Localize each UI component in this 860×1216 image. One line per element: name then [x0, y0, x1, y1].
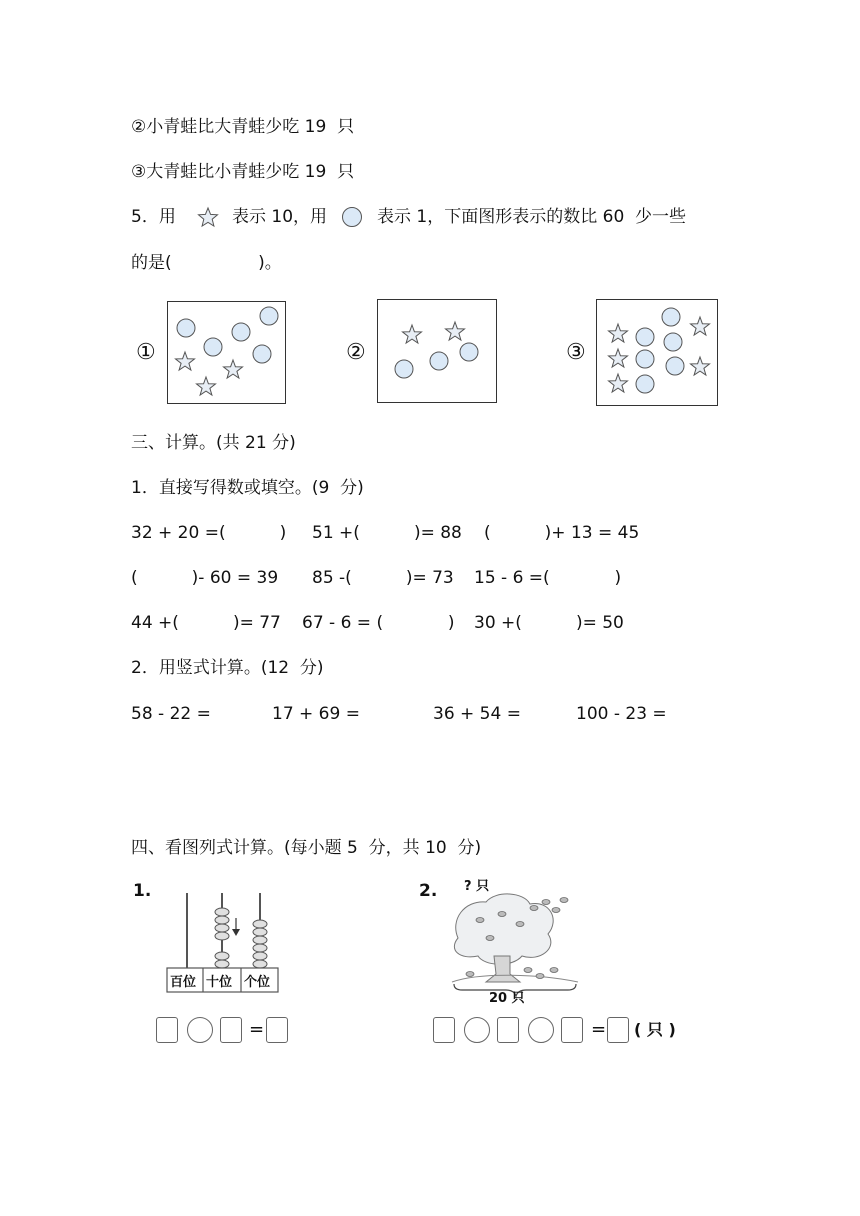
figure-3-shapes — [596, 299, 717, 405]
section3-title: 三、计算。(共 21 分) — [131, 433, 296, 453]
figure-label-2: ② — [346, 340, 366, 365]
operator-circle[interactable] — [528, 1017, 554, 1043]
problem-1-number: 1. — [133, 881, 152, 901]
q5-mid2: 表示 1，下面图形表示的数比 60 少一些 — [377, 207, 687, 227]
circle-icon — [341, 206, 363, 228]
operator-circle[interactable] — [464, 1017, 490, 1043]
section4-title: 四、看图列式计算。(每小题 5 分，共 10 分) — [131, 838, 482, 858]
answer-box[interactable] — [607, 1017, 629, 1043]
calc-3-3: 30 +( )= 50 — [474, 613, 624, 633]
q5-prefix: 5．用 — [131, 207, 176, 227]
figure-label-3: ③ — [566, 340, 586, 365]
birds-total-label: 20 只 — [489, 991, 525, 1006]
option-2: ②小青蛙比大青蛙少吃 19 只 — [131, 117, 355, 137]
calc-1-2: 51 +( )= 88 — [312, 523, 462, 543]
equals-sign: = — [249, 1019, 265, 1040]
answer-box[interactable] — [156, 1017, 178, 1043]
tree-birds-figure — [450, 890, 580, 990]
figure-label-1: ① — [136, 340, 156, 365]
vertical-3: 36 + 54 = — [433, 704, 521, 724]
equals-sign: = — [591, 1019, 607, 1040]
q5-mid1: 表示 10，用 — [232, 207, 328, 227]
abacus-label-tens: 十位 — [206, 975, 233, 990]
figure-1-shapes — [167, 301, 285, 403]
vertical-2: 17 + 69 = — [272, 704, 360, 724]
operator-circle[interactable] — [187, 1017, 213, 1043]
calc-2-2: 85 -( )= 73 — [312, 568, 454, 588]
figure-2-shapes — [377, 299, 496, 402]
abacus-label-ones: 个位 — [244, 975, 271, 990]
answer-box[interactable] — [561, 1017, 583, 1043]
abacus-label-hundreds: 百位 — [170, 975, 197, 990]
calc-2-3: 15 - 6 =( ) — [474, 568, 622, 588]
calc-1-1: 32 + 20 =( ) — [131, 523, 287, 543]
q1-title: 1．直接写得数或填空。(9 分) — [131, 478, 364, 498]
q2-title: 2．用竖式计算。(12 分) — [131, 658, 324, 678]
answer-box[interactable] — [220, 1017, 242, 1043]
answer-box[interactable] — [497, 1017, 519, 1043]
answer-box[interactable] — [433, 1017, 455, 1043]
answer-box[interactable] — [266, 1017, 288, 1043]
vertical-1: 58 - 22 = — [131, 704, 211, 724]
calc-1-3: ( )+ 13 = 45 — [484, 523, 640, 543]
calc-3-1: 44 +( )= 77 — [131, 613, 281, 633]
vertical-4: 100 - 23 = — [576, 704, 667, 724]
calc-2-1: ( )- 60 = 39 — [131, 568, 279, 588]
option-3: ③大青蛙比小青蛙少吃 19 只 — [131, 162, 355, 182]
calc-3-2: 67 - 6 = ( ) — [302, 613, 455, 633]
star-icon — [197, 206, 219, 228]
unit-label: ( 只 ) — [634, 1020, 676, 1039]
problem-2-number: 2. — [419, 881, 438, 901]
q5-line2: 的是( )。 — [131, 253, 282, 273]
birds-question-label: ? 只 — [464, 879, 490, 894]
